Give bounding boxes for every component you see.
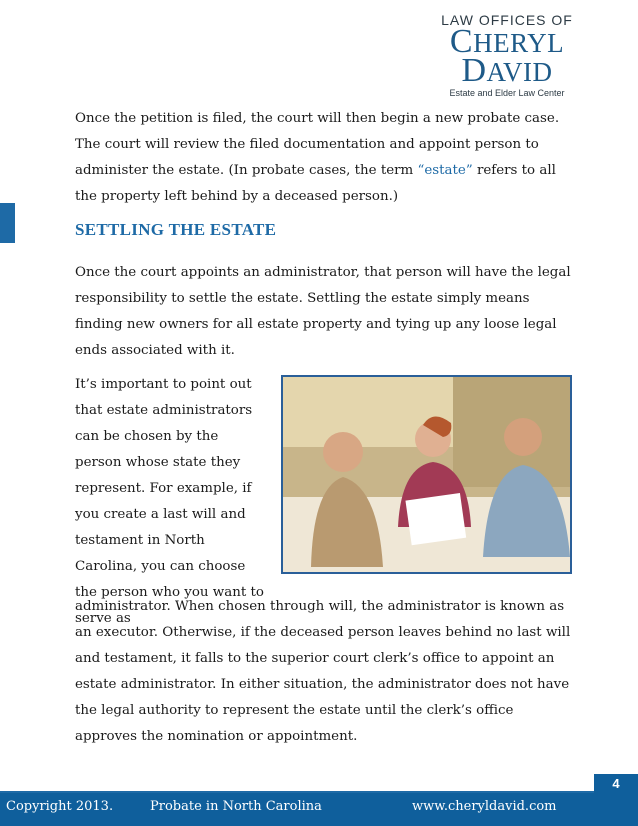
para1-pre: Once the petition is filed, the court will then begin a new probate case. The court will review the filed documentation and appoint person to administer the estate. (In probate cases, the term xyxy=(75,111,560,178)
logo-avid: AVID xyxy=(486,57,553,87)
logo-line1: LAW OFFICES OF xyxy=(441,12,573,28)
para1-post: refers to all the property left behind by a deceased person.) xyxy=(75,163,556,204)
footer-url[interactable]: www.cheryldavid.com xyxy=(412,799,557,814)
logo-initial-c: C xyxy=(449,23,474,60)
logo-initial-d: D xyxy=(461,52,487,89)
firm-logo xyxy=(412,12,602,98)
section-heading: SETTLING THE ESTATE xyxy=(75,220,277,239)
logo-tagline: Estate and Elder Law Center xyxy=(449,88,565,98)
para1-term-estate: “estate” xyxy=(417,163,473,178)
page-number: 4 xyxy=(612,776,620,791)
paragraph-administrators-wrap: It’s important to point out that estate administrators can be chosen by the person whose state they represent. For example, if you create a last will and testament in North Carolina, you can choose the person who you want to serve as xyxy=(75,377,264,626)
side-tab-marker xyxy=(0,203,15,243)
logo-heryl: HERYL xyxy=(473,28,565,58)
meeting-photo xyxy=(281,375,572,574)
footer-title: Probate in North Carolina xyxy=(150,799,322,814)
paragraph-petition xyxy=(75,106,575,210)
paragraph-settling: Once the court appoints an administrator, that person will have the legal responsibility to settle the estate. Settling the estate simply means finding new owners for all estate property and tying up any loose legal ends associated with it. xyxy=(75,265,571,358)
paragraph-administrators-cont: administrator. When chosen through will, the administrator is known as an executor. Otherwise, if the deceased person leaves behind no last will and testament, it falls to the superior court clerk’s office to appoint an estate administrator. In either situation, the administrator does not have the legal authority to represent the estate until the clerk’s office approves the nomination or appointment. xyxy=(75,599,571,744)
logo-name xyxy=(412,23,602,89)
footer-copyright: Copyright 2013. xyxy=(6,799,114,814)
